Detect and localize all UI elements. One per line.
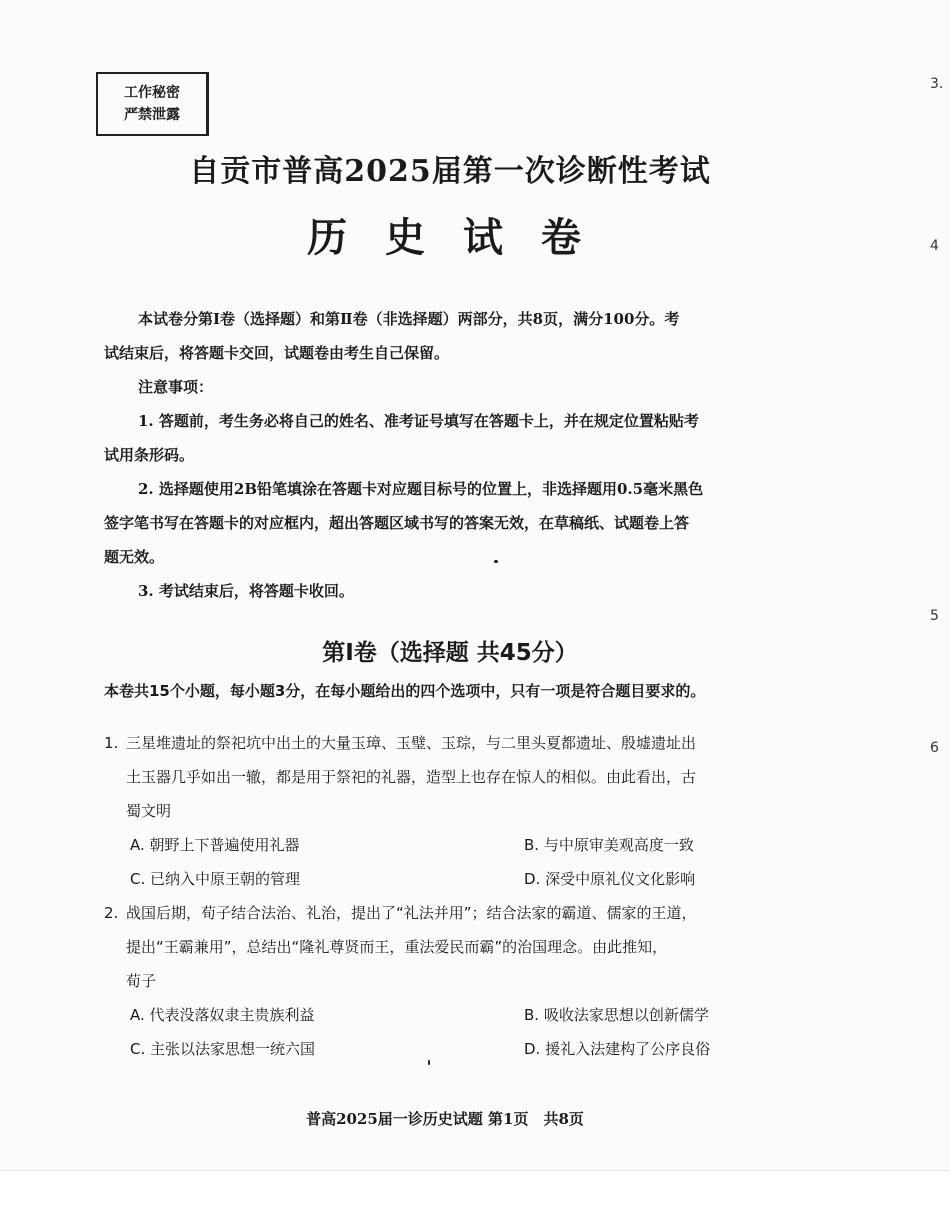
option-d: D. 深受中原礼仪文化影响 <box>524 870 696 888</box>
edge-number: 5 <box>930 608 939 624</box>
notice-item-1: 1. 答题前，考生务必将自己的姓名、准考证号填写在答题卡上，并在规定位置粘贴考 <box>138 412 699 430</box>
question-1 <box>104 726 816 896</box>
question-stem: 三星堆遗址的祭祀坑中出土的大量玉璋、玉璧、玉琮，与二里头夏都遗址、殷墟遗址出 <box>126 734 697 752</box>
notice-item-2-cont: 题无效。 <box>104 548 165 566</box>
paper-subject-title: 历 史 试 卷 <box>307 214 593 261</box>
option-grid <box>104 998 816 1066</box>
notice-item-1-cont: 试用条形码。 <box>104 446 195 464</box>
scan-speck <box>428 1060 430 1065</box>
edge-number: 3. <box>930 76 944 92</box>
page-footer: 普高2025届一诊历史试题 第1页 共8页 <box>306 1110 584 1128</box>
intro-line: 试结束后，将答题卡交回，试题卷由考生自己保留。 <box>104 344 450 362</box>
option-c: C. 主张以法家思想一统六国 <box>130 1040 316 1058</box>
option-a: A. 朝野上下普遍使用礼器 <box>130 836 300 854</box>
question-number: 2. <box>104 904 119 922</box>
stamp-line-2: 严禁泄露 <box>124 107 180 123</box>
notice-item-2: 2. 选择题使用2B铅笔填涂在答题卡对应题目标号的位置上，非选择题用0.5毫米黑色 <box>138 480 704 498</box>
question-stem: 提出“王霸兼用”，总结出“隆礼尊贤而王，重法爱民而霸”的治国理念。由此推知， <box>126 938 668 956</box>
section-title: 第Ⅰ卷（选择题 共45分） <box>322 640 578 666</box>
notice-item-2-cont: 签字笔书写在答题卡的对应框内，超出答题区域书写的答案无效，在草稿纸、试题卷上答 <box>104 514 690 532</box>
confidential-stamp <box>96 72 209 136</box>
question-stem: 蜀文明 <box>126 802 172 820</box>
edge-number: 6 <box>930 740 939 756</box>
question-stem: 战国后期，荀子结合法治、礼治，提出了“礼法并用”；结合法家的霸道、儒家的王道， <box>126 904 697 922</box>
edge-number: 4 <box>930 238 939 254</box>
question-number: 1. <box>104 734 119 752</box>
notice-item-3: 3. 考试结束后，将答题卡收回。 <box>138 582 354 600</box>
notice-heading: 注意事项： <box>138 378 214 396</box>
scan-margin <box>0 1170 950 1215</box>
option-b: B. 与中原审美观高度一致 <box>524 836 694 854</box>
scan-speck <box>494 560 498 563</box>
option-c: C. 已纳入中原王朝的管理 <box>130 870 301 888</box>
stamp-line-1: 工作秘密 <box>124 85 180 101</box>
question-stem: 荀子 <box>126 972 157 990</box>
question-stem: 土玉器几乎如出一辙，都是用于祭祀的礼器，造型上也存在惊人的相似。由此看出，古 <box>126 768 697 786</box>
exam-title: 自贡市普高2025届第一次诊断性考试 <box>189 154 711 189</box>
exam-instructions <box>104 302 804 608</box>
question-list <box>104 726 816 1066</box>
question-2 <box>104 896 816 1066</box>
intro-line: 本试卷分第Ⅰ卷（选择题）和第Ⅱ卷（非选择题）两部分，共8页，满分100分。考 <box>138 310 680 328</box>
option-a: A. 代表没落奴隶主贵族利益 <box>130 1006 315 1024</box>
option-d: D. 援礼入法建构了公序良俗 <box>524 1040 711 1058</box>
option-grid <box>104 828 816 896</box>
option-b: B. 吸收法家思想以创新儒学 <box>524 1006 709 1024</box>
section-description: 本卷共15个小题，每小题3分，在每小题给出的四个选项中，只有一项是符合题目要求的。 <box>104 682 706 700</box>
